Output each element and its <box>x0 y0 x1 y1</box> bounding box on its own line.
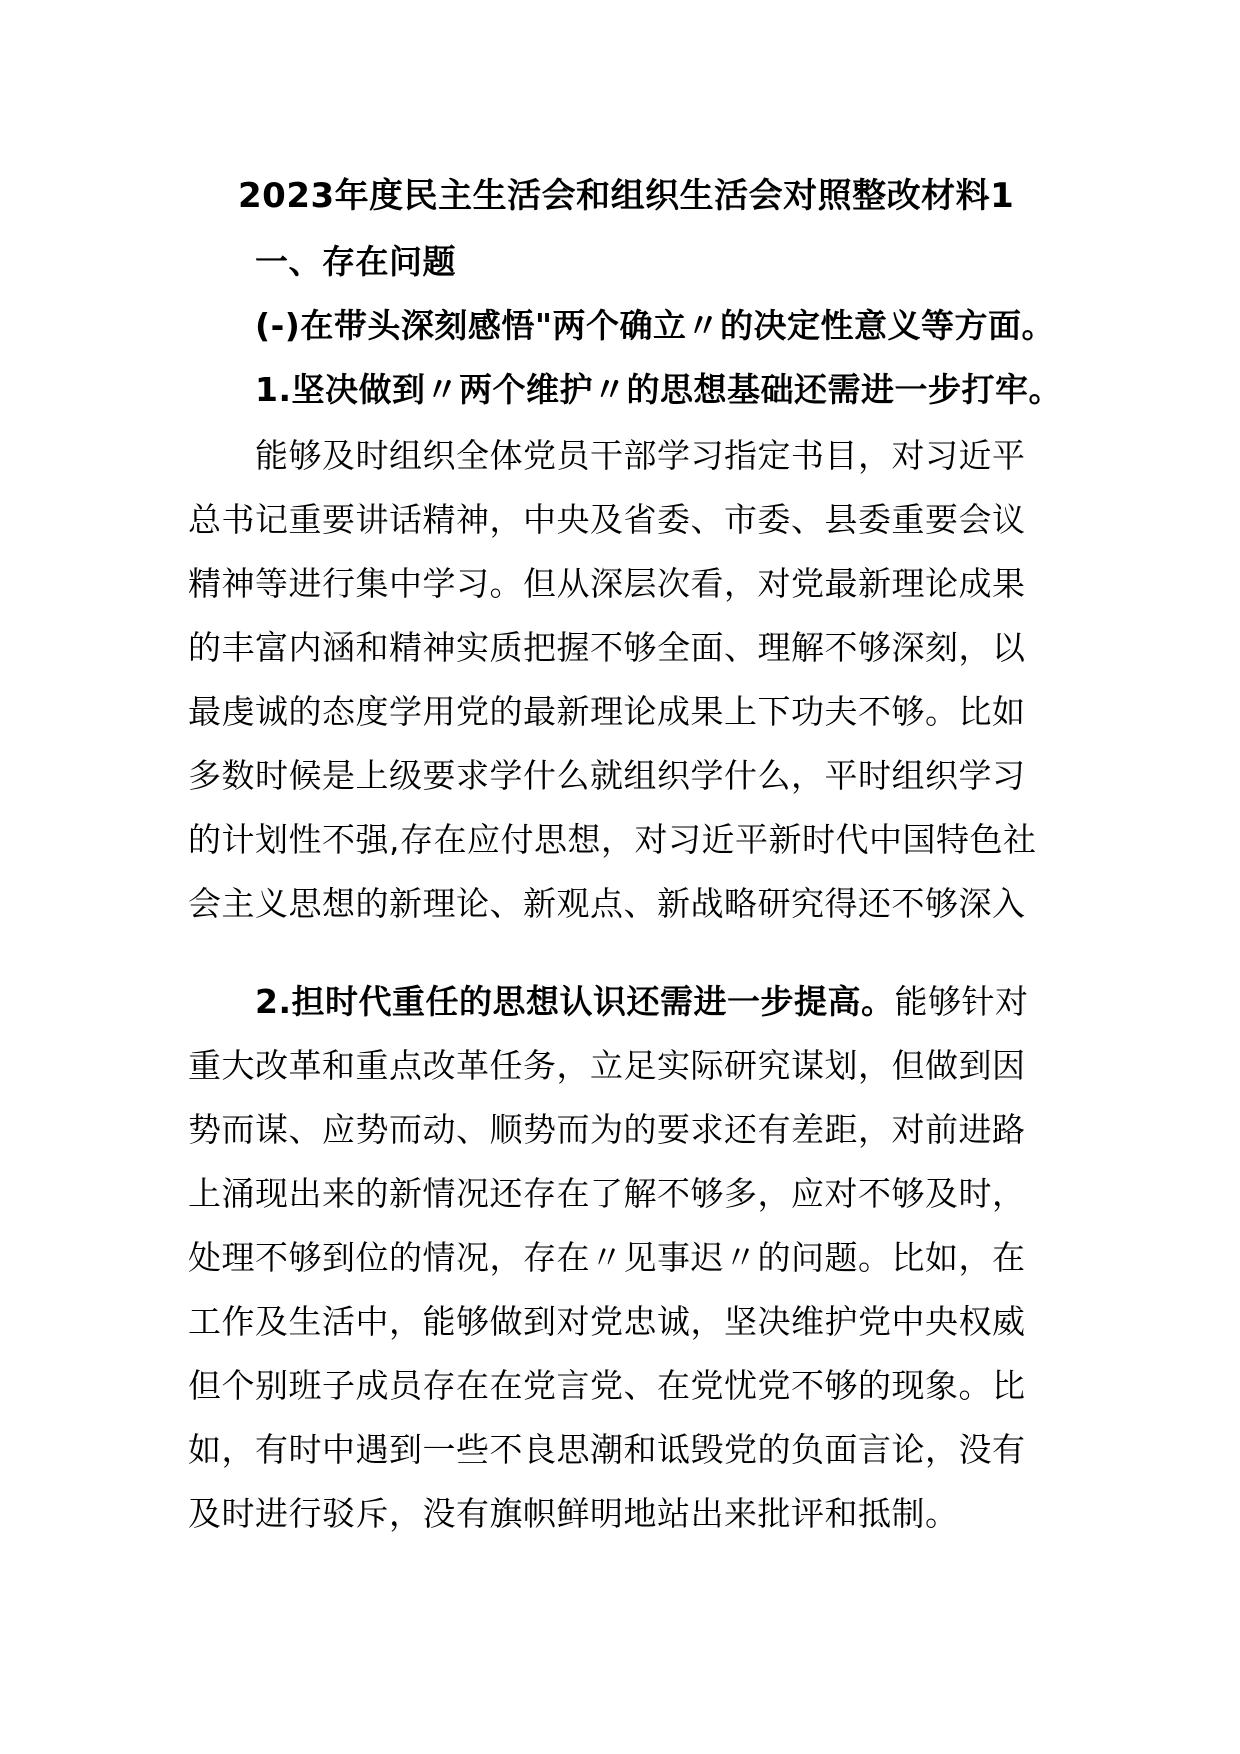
body-line: 的丰富内涵和精神实质把握不够全面、理解不够深刻，以 <box>188 628 1026 667</box>
body-line: 最虔诚的态度学用党的最新理论成果上下功夫不够。比如 <box>188 692 1026 731</box>
item2-first-line <box>255 982 1029 1022</box>
body-line: 上涌现出来的新情况还存在了解不够多，应对不够及时， <box>188 1174 1026 1213</box>
body-line: 会主义思想的新理论、新观点、新战略研究得还不够深入 <box>188 884 1026 923</box>
item2-heading: 2.担时代重任的思想认识还需进一步提高。 <box>255 982 895 1021</box>
body-line: 工作及生活中，能够做到对党忠诚，坚决维护党中央权威 <box>188 1302 1026 1341</box>
body-line: 精神等进行集中学习。但从深层次看，对党最新理论成果 <box>188 564 1026 603</box>
body-line: 但个别班子成员存在在党言党、在党忧党不够的现象。比 <box>188 1366 1026 1405</box>
body-line: 总书记重要讲话精神，中央及省委、市委、县委重要会议 <box>188 500 1026 539</box>
section-heading: 一、存在问题 <box>255 242 456 281</box>
body-line: 处理不够到位的情况，存在〃见事迟〃的问题。比如，在 <box>188 1238 1026 1277</box>
document-title: 2023年度民主生活会和组织生活会对照整改材料1 <box>238 176 1015 216</box>
body-line: 能够及时组织全体党员干部学习指定书目，对习近平 <box>255 436 1026 475</box>
subsection-heading: (-)在带头深刻感悟"两个确立〃的决定性意义等方面。 <box>255 306 1056 345</box>
body-line: 势而谋、应势而动、顺势而为的要求还有差距，对前进路 <box>188 1110 1026 1149</box>
item1-heading: 1.坚决做到〃两个维护〃的思想基础还需进一步打牢。 <box>255 370 1062 409</box>
body-line: 及时进行驳斥，没有旗帜鲜明地站出来批评和抵制。 <box>188 1494 959 1533</box>
body-line: 的计划性不强,存在应付思想，对习近平新时代中国特色社 <box>188 820 1037 859</box>
body-line: 如，有时中遇到一些不良思潮和诋毁党的负面言论，没有 <box>188 1430 1026 1469</box>
item2-heading-tail: 能够针对 <box>894 982 1029 1021</box>
body-line: 重大改革和重点改革任务，立足实际研究谋划，但做到因 <box>188 1046 1026 1085</box>
body-line: 多数时候是上级要求学什么就组织学什么，平时组织学习 <box>188 756 1026 795</box>
